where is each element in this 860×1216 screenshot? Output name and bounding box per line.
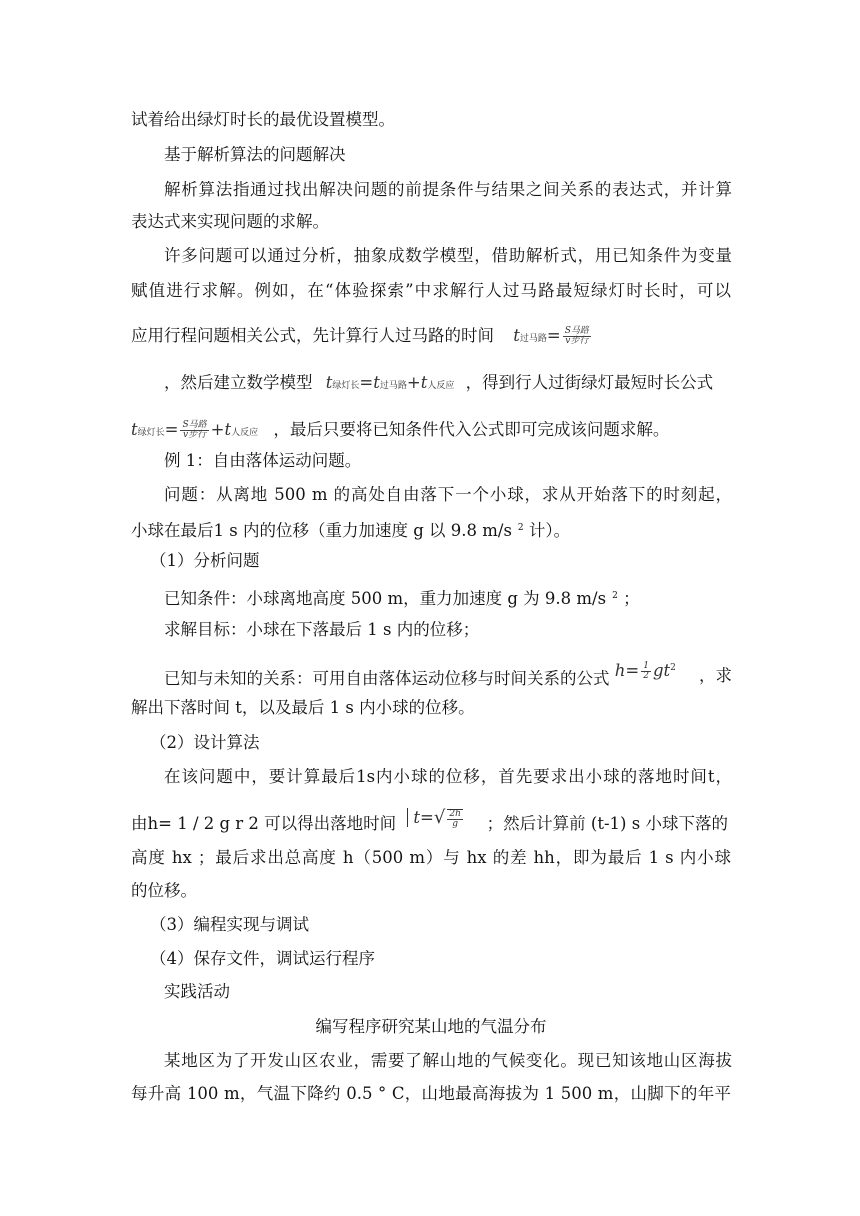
text-line: 的位移。 bbox=[131, 881, 197, 900]
text-span: ，最后只要将已知条件代入公式即可完成该问题求解。 bbox=[273, 420, 670, 439]
text-line bbox=[131, 324, 731, 351]
formula-lhs: h= bbox=[614, 661, 640, 680]
fraction-denominator: v步行 bbox=[565, 336, 589, 346]
text-line bbox=[131, 418, 731, 445]
activity-title: 编写程序研究某山地的气温分布 bbox=[315, 1017, 547, 1036]
text-line bbox=[131, 807, 731, 836]
formula-operator: + bbox=[406, 373, 421, 392]
text-span: 已知与未知的关系：可用自由落体运动位移与时间关系的公式 bbox=[164, 669, 610, 688]
formula-subscript: 人反应 bbox=[231, 428, 259, 438]
sqrt-icon: √ bbox=[433, 807, 446, 828]
text-span: 应用行程问题相关公式，先计算行人过马路的时间 bbox=[131, 326, 494, 345]
formula-operator: = bbox=[164, 420, 179, 439]
text-line: 某地区为了开发山区农业，需要了解山地的气候变化。现已知该地山区海拔 bbox=[164, 1051, 732, 1070]
fraction-denominator: v步行 bbox=[183, 430, 207, 440]
fraction-numerator: 2h bbox=[449, 808, 461, 819]
fraction-numerator: S马路 bbox=[564, 326, 589, 336]
formula-fraction bbox=[641, 662, 651, 681]
text-span: 由h= 1 / 2 g r 2 可以得出落地时间 bbox=[131, 814, 397, 833]
text-span: ；然后计算前 (t-1) s 小球下落的 bbox=[486, 814, 728, 833]
text-span: 已知条件：小球离地高度 500 m，重力加速度 g 为 9.8 m/s bbox=[164, 589, 607, 608]
formula-symbol: t bbox=[420, 373, 428, 392]
fraction-denominator: 2 bbox=[643, 671, 649, 681]
step-heading: （3）编程实现与调试 bbox=[150, 915, 309, 934]
formula-green-light-min bbox=[131, 420, 263, 439]
formula-subscript: 绿灯长 bbox=[137, 428, 165, 438]
text-line: 求解目标：小球在下落最后 1 s 内的位移； bbox=[164, 620, 480, 639]
formula-lhs: t= bbox=[413, 808, 434, 827]
step-heading: （2）设计算法 bbox=[150, 733, 260, 752]
text-span: 计）。 bbox=[523, 521, 571, 540]
formula-fraction bbox=[447, 809, 463, 829]
text-span: ； bbox=[617, 589, 640, 608]
formula-free-fall bbox=[615, 656, 687, 683]
formula-symbol: t bbox=[131, 420, 138, 439]
fraction-numerator: 1 bbox=[643, 661, 649, 671]
formula-subscript: 过马路 bbox=[379, 381, 407, 391]
superscript: 2 bbox=[612, 591, 618, 601]
formula-symbol: t bbox=[513, 326, 520, 345]
formula-fall-time bbox=[407, 806, 481, 830]
text-line: 高度 hx ；最后求出总高度 h（500 m）与 hx 的差 hh，即为最后 1 s 内小球 bbox=[131, 848, 731, 867]
superscript: 2 bbox=[517, 523, 524, 533]
text-line: 在该问题中，要计算最后1s内小球的位移，首先要求出小球的落地时间t， bbox=[164, 767, 732, 786]
formula-symbol: t bbox=[373, 373, 380, 392]
formula-subscript: 过马路 bbox=[519, 334, 547, 344]
text-line: 赋值进行求解。例如，在“体验探索”中求解行人过马路最短绿灯时长时，可以 bbox=[131, 281, 731, 300]
text-line: 问题：从离地 500 m 的高处自由落下一个小球，求从开始落下的时刻起， bbox=[164, 485, 732, 504]
formula-fraction bbox=[563, 327, 591, 346]
text-line: 试着给出绿灯时长的最优设置模型。 bbox=[131, 110, 395, 129]
formula-green-light-model bbox=[326, 373, 460, 392]
text-line: 每升高 100 m，气温下降约 0.5 ° C，山地最高海拔为 1 500 m，山脚下的年平 bbox=[131, 1084, 731, 1103]
text-line bbox=[131, 516, 731, 543]
formula-operator: + bbox=[210, 420, 225, 439]
formula-walk-time bbox=[513, 326, 593, 345]
formula-operator: = bbox=[546, 326, 561, 345]
text-span: ，求 bbox=[699, 666, 732, 685]
formula-subscript: 绿灯长 bbox=[332, 381, 360, 391]
text-line bbox=[164, 584, 732, 611]
text-line: 许多问题可以通过分析，抽象成数学模型，借助解析式，用已知条件为变量 bbox=[164, 246, 732, 265]
section-heading: 实践活动 bbox=[164, 982, 230, 1001]
text-line: 解出下落时间 t，以及最后 1 s 内小球的位移。 bbox=[131, 698, 475, 717]
formula-symbol: t bbox=[224, 420, 232, 439]
text-line bbox=[164, 661, 732, 691]
section-heading: 基于解析算法的问题解决 bbox=[164, 145, 346, 164]
text-span: ，得到行人过街绿灯最短时长公式 bbox=[465, 373, 714, 392]
step-heading: （4）保存文件，调试运行程序 bbox=[150, 949, 375, 968]
formula-rhs: gt bbox=[652, 661, 671, 680]
formula-symbol: t bbox=[325, 373, 333, 392]
text-line: 解析算法指通过找出解决问题的前提条件与结果之间关系的表达式，并计算 bbox=[164, 180, 732, 199]
text-span: 小球在最后1 s 内的位移（重力加速度 g 以 9.8 m/s bbox=[131, 521, 512, 540]
example-heading: 例 1：自由落体运动问题。 bbox=[164, 451, 362, 470]
text-span: ，然后建立数学模型 bbox=[164, 373, 313, 392]
superscript: 2 bbox=[670, 663, 676, 673]
formula-operator: = bbox=[359, 373, 374, 392]
step-heading: （1）分析问题 bbox=[150, 551, 260, 570]
formula-fraction bbox=[180, 421, 208, 440]
fraction-denominator: g bbox=[452, 818, 459, 829]
fraction-numerator: S马路 bbox=[182, 420, 207, 430]
formula-subscript: 人反应 bbox=[427, 381, 455, 391]
formula-bar bbox=[407, 808, 411, 827]
text-line: 表达式来实现问题的求解。 bbox=[131, 212, 329, 231]
text-line bbox=[164, 371, 732, 398]
